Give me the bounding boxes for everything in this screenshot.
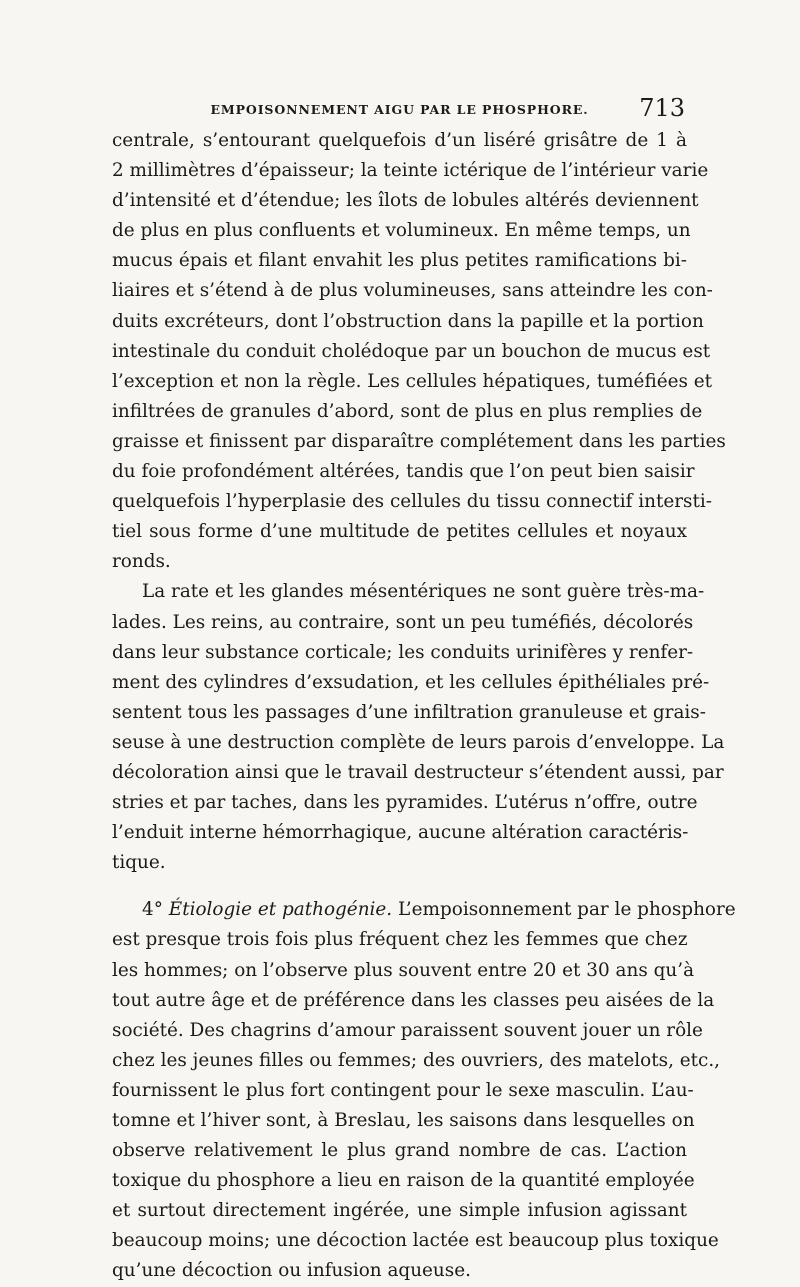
text-line: mucus épais et filant envahit les plus petites ramifications bi- (112, 250, 687, 272)
text-line: 2 millimètres d’épaisseur; la teinte ictérique de l’intérieur varie (112, 160, 709, 182)
page-number: 713 (639, 94, 685, 122)
paragraph-etiology (112, 895, 736, 1286)
paragraph-spleen-kidneys (112, 577, 725, 878)
paragraph-liver-lesions (112, 126, 726, 577)
text-line: tomne et l’hiver sont, à Breslau, les saisons dans lesquelles on (112, 1110, 695, 1131)
body-text (112, 126, 736, 1287)
section-heading: Étiologie et pathogénie. (168, 899, 393, 921)
text-line: l’exception et non la règle. Les cellules hépatiques, tuméfiées et (112, 370, 713, 392)
text-line: société. Des chagrins d’amour paraissent souvent jouer un rôle (112, 1019, 703, 1041)
text-line: intestinale du conduit cholédoque par un bouchon de mucus est (112, 340, 711, 362)
running-title: EMPOISONNEMENT AIGU PAR LE PHOSPHORE. (210, 102, 589, 117)
text-line: infiltrées de granules d’abord, sont de plus en plus remplies de (112, 400, 703, 422)
text-line: et surtout directement ingérée, une simple infusion agissant (112, 1200, 687, 1222)
text-line: chez les jeunes filles ou femmes; des ouvriers, des matelots, etc., (112, 1049, 721, 1071)
text-line: est presque trois fois plus fréquent chez les femmes que chez (112, 929, 688, 951)
book-page (112, 94, 736, 1287)
running-header (112, 94, 687, 126)
text-line: duits excréteurs, dont l’obstruction dans la papille et la portion (112, 310, 704, 332)
text-line: décoloration ainsi que le travail destructeur s’étendent aussi, par (112, 761, 724, 783)
text-line: stries et par taches, dans les pyramides. L’utérus n’offre, outre (112, 792, 698, 814)
section-first-line-text: L’empoisonnement par le phosphore (392, 899, 736, 921)
text-line: graisse et finissent par disparaître complétement dans les parties (112, 430, 726, 452)
text-line: quelquefois l’hyperplasie des cellules du tissu connectif intersti- (112, 491, 712, 513)
text-line: ment des cylindres d’exsudation, et les cellules épithéliales pré- (112, 671, 710, 693)
section-first-line (112, 895, 736, 925)
text-line: observe relativement le plus grand nombre de cas. L’action (112, 1140, 687, 1162)
text-line: beaucoup moins; une décoction lactée est beaucoup plus toxique (112, 1230, 719, 1252)
text-line: tout autre âge et de préférence dans les classes peu aisées de la (112, 989, 715, 1011)
text-line: du foie profondément altérées, tandis que l’on peut bien saisir (112, 461, 695, 483)
text-line: La rate et les glandes mésentériques ne sont guère très-ma- (142, 581, 705, 603)
section-number: 4° (142, 899, 163, 921)
text-line: toxique du phosphore a lieu en raison de la quantité employée (112, 1170, 695, 1192)
text-line: l’enduit interne hémorrhagique, aucune altération caractéris- (112, 822, 689, 844)
text-line: sentent tous les passages d’une infiltration granuleuse et grais- (112, 701, 706, 723)
text-line: tiel sous forme d’une multitude de petites cellules et noyaux (112, 521, 687, 543)
text-line: tique. (112, 852, 166, 874)
text-line: centrale, s’entourant quelquefois d’un liséré grisâtre de 1 à (112, 130, 687, 151)
text-line: liaires et s’étend à de plus volumineuses, sans atteindre les con- (112, 280, 713, 302)
text-line: les hommes; on l’observe plus souvent entre 20 et 30 ans qu’à (112, 959, 695, 981)
text-line: ronds. (112, 551, 171, 573)
text-line: dans leur substance corticale; les conduits urinifères y renfer- (112, 641, 694, 663)
text-line: de plus en plus confluents et volumineux. En même temps, un (112, 220, 691, 242)
text-line: qu’une décoction ou infusion aqueuse. (112, 1260, 471, 1282)
text-line: seuse à une destruction complète de leurs parois d’enveloppe. La (112, 731, 725, 753)
text-line: d’intensité et d’étendue; les îlots de lobules altérés deviennent (112, 190, 699, 212)
text-line: lades. Les reins, au contraire, sont un peu tuméfiés, décolorés (112, 611, 694, 633)
text-line: fournissent le plus fort contingent pour le sexe masculin. L’au- (112, 1079, 694, 1101)
